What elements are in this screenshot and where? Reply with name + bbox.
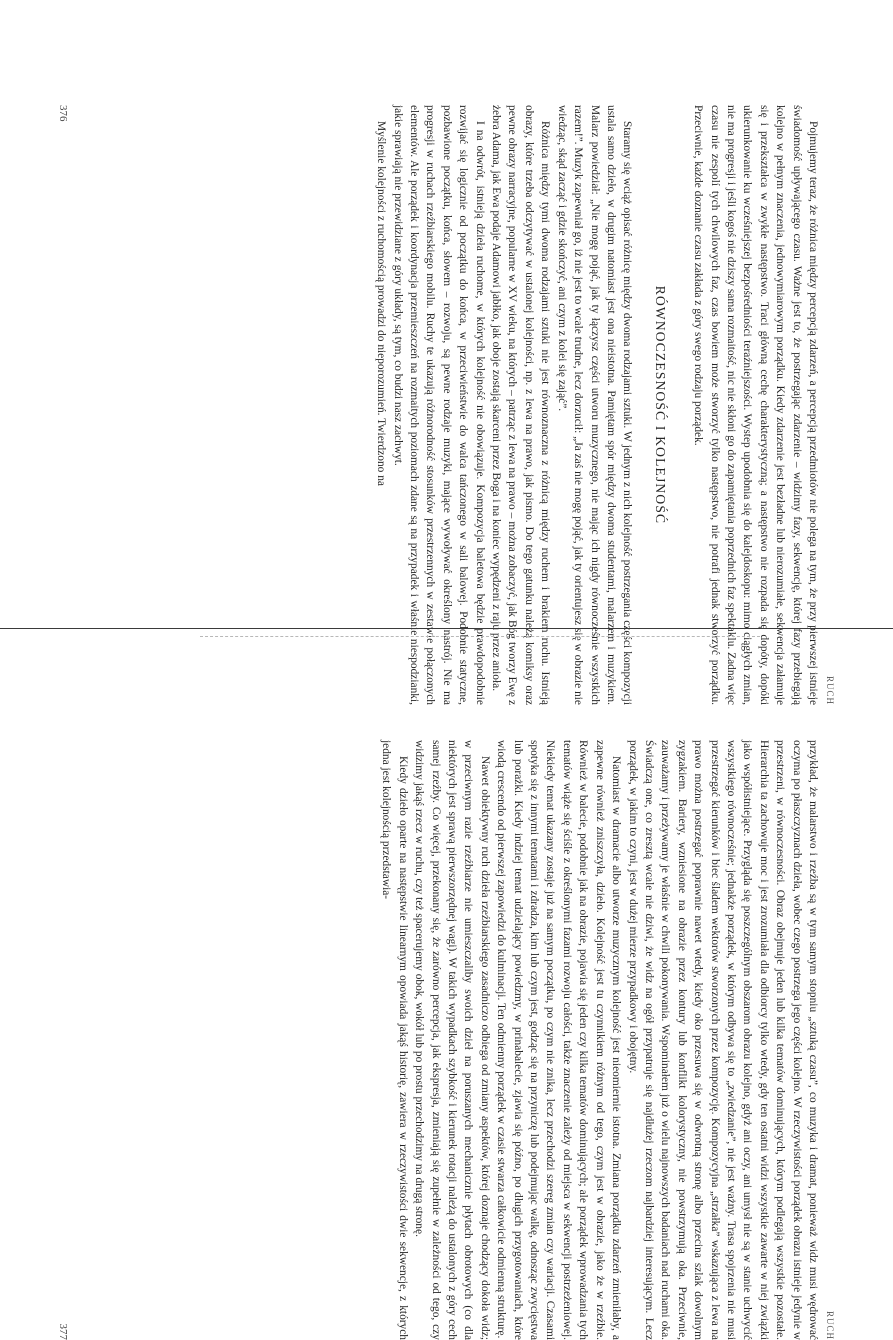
running-head: RUCH [821, 105, 835, 705]
page-376 [55, 105, 835, 705]
paragraph: I na odwrót, istnieją dzieła ruchome, w których kolejność nie obowiązuje. Kompozycja baletowa będzie prawdopodobnie rozwijać się logicznie od początku do końca, w przeciwieństwie do walca tańczonego w sali balowej. Podobnie statyczne, pozbawione początku, końca, słowem – rozwoju, są pewne rodzaje muzyki, mające wywoływać określony nastrój. Nie ma progresji w ruchach rzeźbiarskiego mobilu. Ruchy te ukazują różnorodność stosunków przestrzennych w zestawie połączonych elementów. Ale porządek i koordynacja przemieszczeń na rozmaitych poziomach zdane są na przypadek i właśnie niespodzianki, jakie sprawiają nie przewidziane z góry układy, są tym, co budzi nasz zachwyt. [389, 105, 487, 705]
paragraph: Nawet obiektywny ruch dzieła rzeźbiarskiego zasadniczo odbiega od zmiany aspektów, której doznaje chodzący dokoła widz; w przeciwnym razie rzeźbiarze nie umieszczaliby swoich dzieł na poruszanych mechanicznie płytach obrotowych (co dla niektórych jest sprawą pierwszorzędnej wagi). W takich wypadkach szybkość i kierunek rotacji należą do ustalonych z góry cech samej rzeźby. Co więcej, przekonany się, że zarówno percepcja, jak ekspresja, zmieniają się zupełnie w zależności od tego, czy widzimy jakąś rzecz w ruchu, czy też spacerujemy obok, wokół lub po prostu przechodzimy na drugą stronę. [411, 740, 493, 1340]
page-divider-line [0, 628, 893, 629]
paragraph: Różnica między tymi dwoma rodzajami sztuki nie jest równoznaczna z różnicą między ruchem i brakiem ruchu. Istnieją obrazy, które trzeba odczytywać w ustalonej kolejności, np. z lewa na prawo, jak pismo. Do tego gatunku należą komiksy oraz pewne obrazy narracyjne, popularne w XV wieku, na których – patrząc z lewa na prawo – można zobaczyć, jak Bóg tworzy Ewę z żebra Adama, jak Ewa podaje Adamowi jabłko, jak oboje zostają skarceni przez Boga i na koniec wypędzeni z raju przez anioła. [488, 105, 554, 705]
section-title: RÓWNOCZESNOŚĆ I KOLEJNOŚĆ [651, 105, 667, 705]
page-number: 376 [57, 105, 69, 122]
paragraph: Natomiast w dramacie albo utworze muzycznym kolejność jest nieomiernie istotna. Zmiana porządku zdarzeń zmieniłaby, a zapewne również zniszczyła, dzieło. Kolejność jest tu czynnikiem różnym od tego, czym jest w obrazie, jako że w rzeźbie. Również w balecie, podobnie jak na obrazie, pojawia się jeden czy kilka tematów dominujących; ale porządek wprowadzania tych tematów wiąże się ściśle z określonymi fazami rozwoju całości, także znaczenie zależy od miejsca w sekwencji postrzeżeniowej. Niekiedy temat ukazany zostaje już na samym początku, po czym nie znika, lecz przechodzi szereg zmian czy wariacji. Czasami spotyka się z innymi tematami i zdradza, kim lub czym jest, godząc się na przyniczę lub podejmując walkę, odnosząc zwycięstwa lub porażki. Kiedy indziej temat udzielający powiedzmy, w prinabalecie, zjawia się późno, po długich przygotowaniach, które wiodą crescendo od pierwszej zapowiedzi do kulminacji. Ten odmienny porządek w czasie stwarza całkowicie odmienną strukturę. [493, 740, 624, 1340]
paragraph: Myślenie kolejności z ruchomością prowadzi do nieporozumień. Twierdzono na [373, 105, 389, 705]
page-377-text [378, 740, 821, 1340]
paragraph: Kiedy dzieło oparte na następstwie linearnym opowiada jakąś historię, zawiera w rzeczywistości dwie sekwencje, z których jedna jest kolejnością przedstawia- [378, 740, 411, 1340]
running-head: RUCH [821, 740, 835, 1340]
fold-mark [200, 636, 760, 637]
page-number: 377 [57, 1324, 69, 1340]
paragraph: przykład, że malarstwo i rzeźba są w tym samym stopniu „sztuką czasu”, co muzyka i dramat, ponieważ widz musi wędrować oczyma po płaszczyznach dzieła, wobec czego postrzega jego części kolejno. W rzeczywistości porządek obrazu istnieje jedynie w przestrzeni, w równoczesności. Obraz obejmuje jeden lub kilka tematów dominujących, którym podlegają wszystkie pozostałe. Hierarchia ta zachowuje moc i jest zrozumiała dla odbiorcy tylko wtedy, gdy ten ostatni widzi wszystkie zawarte w niej związki jako współistniejące. Przygląda się poszczególnym obszarom obrazu kolejno, gdyż ani oczy, ani umysł nie są w stanie uchwycić wszystkiego równocześnie; jednakże porządek, w którym odbywa się to „zwiedzanie”, nie jest ważny. Trasa spojrzenia nie musi przestrzegać kierunków i biec śladem wektorów stworzonych przez kompozycję. Kompozycyjna „strzałka” wskazująca z lewa na prawo można postrzegać poprawnie nawet wtedy, kiedy oko przesuwa się w odwrotną stronę albo przecina szlak dowolnym zygzakiem. Bariery, wzniesione na obrazie przez kontury lub konflikt kolorystyczny, nie powstrzymują oka. Przeciwnie, zauważamy i przeżywamy je właśnie w chwili pokonywania. Wspominałem już o wielu najnowszych badaniach nad ruchami oka. Świadczą one, co zresztą wcale nie dziwi, że widz na ogół przypatruje się najdłużej rzeczom najbardziej interesującym. Lecz porządek, w jakim to czyni, jest w dużej mierze przypadkowy i obojętny. [624, 740, 821, 1340]
paragraph: Staramy się wciąż opisać różnicę między dwoma rodzajami sztuki. W jednym z nich kolejność postrzegania części kompozycji ustala samo dzieło, w drugim natomiast jest ona nieistotna. Pamiętam spór między dwoma studentami, malarzem i muzykiem. Malarz powiedział: „Nie mogę pojąć, jak ty łączysz części utworu muzycznego, nie mając ich nigdy równocześnie wszystkich razem!”. Muzyk zapewniał go, iż nie jest to wcale trudne, lecz dorzucił: „Ja zaś nie mogę pojąć, jak ty orientujesz się w obrazie nie wiedząc, skąd zacząć i gdzie skończyć, ani czym z kolei się zająć”. [553, 105, 635, 705]
page-377 [55, 740, 835, 1340]
page-376-text [373, 105, 821, 705]
paragraph: Pojmujemy teraz, że różnica między percepcją zdarzeń, a percepcją przedmiotów nie polega na tym, że przy pierwszej istnieje świadomość upływającego czasu. Ważne jest to, że postrzegając zdarzenie – widzimy fazy, sekwencję, której fazy przebiegają kolejno w pełnym znaczenia, jednowymiarowym porządku. Kiedy zdarzenie jest bezładne lub nierozumiałe, sekwencja załamuje się i przekształca w zwykłe następstwo. Traci główną cechę charakterystyczną; a następstwo nie rozpada się dopóty, dopóki ukierunkowanie ku wcześniejszej bezpośredniości teraźniejszości. Wystep upodobnia się do kalejdoskopu: mimo ciągłych zmian, nie ma progresji i jeśli kogoś nie dziszy sama rozmaitość, nic nie skłoni go do zapamiętania poprzednich faz spektaklu. Zadna więc czasu nie zespolí tych chwilowych faz, czas bowiem może stworzyć tylko następstwo, nie potrafi jednak stworzyć porządku. Przeciwnie, każde doznanie czasu zakłada z góry swego rodzaju porządek. [690, 105, 821, 705]
